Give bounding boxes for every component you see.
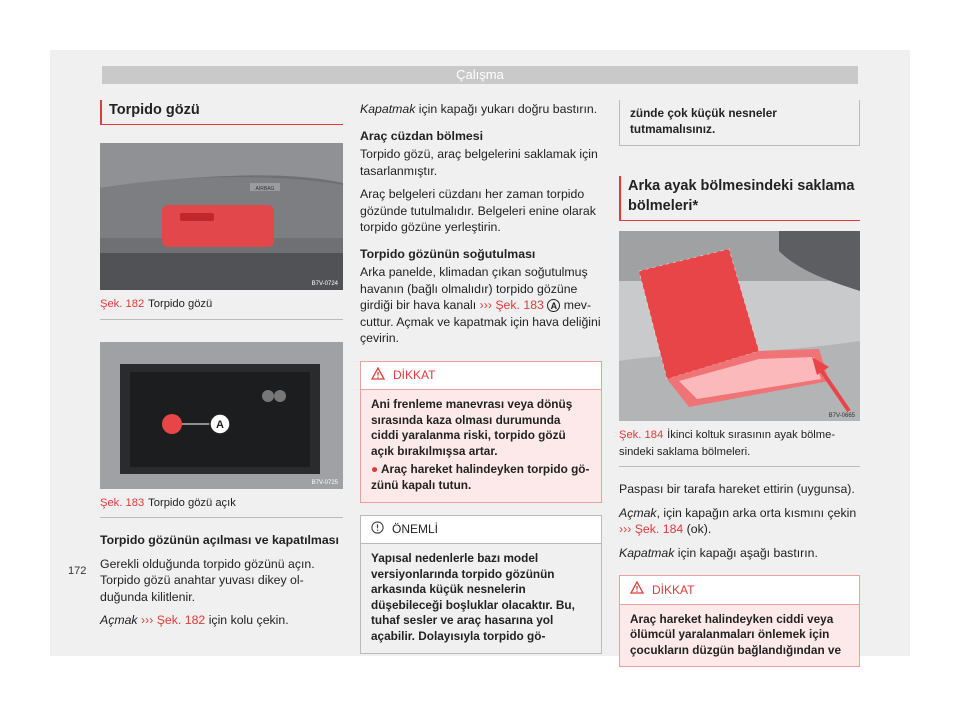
- column-1: [100, 100, 343, 629]
- paragraph-cooling: [360, 264, 602, 347]
- paragraph-open: [619, 505, 860, 538]
- warning-text: Ani frenleme manevrası veya dönüş sırasında kaza olması durumunda ciddi yaralanma riski, torpido gözü açık bırakılmışsa artar.: [371, 397, 573, 458]
- figure-ref-link[interactable]: Şek. 182: [156, 613, 206, 627]
- note-title: ÖNEMLİ: [392, 522, 439, 537]
- column-2: [360, 101, 602, 654]
- figure-ref-link[interactable]: Şek. 183: [495, 298, 544, 312]
- warning-header: [620, 576, 859, 605]
- open-label: Açmak: [100, 613, 138, 627]
- figure-number: Şek. 184: [619, 429, 664, 442]
- section-header-title: Çalışma: [456, 67, 504, 82]
- glovebox-open-image: [100, 342, 343, 489]
- section-title-foot-well: Arka ayak bölmesindeki saklama bölmeleri*: [619, 176, 860, 221]
- paragraph-open: [100, 612, 343, 629]
- warning-triangle-icon: [630, 581, 644, 599]
- figure-caption-text: İkinci koltuk sırasının ayak bölmesindeki saklama bölmeleri.: [619, 429, 836, 458]
- note-box-continued: [619, 100, 860, 146]
- warning-bullet-text: Araç hareket halindeyken torpido gözünü kapalı tutun.: [371, 462, 590, 492]
- figure-184: [619, 231, 860, 467]
- figure-number: Şek. 182: [100, 298, 145, 310]
- note-text-continued: zünde çok küçük nesneler tutmamalısınız.: [630, 106, 777, 136]
- page-number: 172: [68, 565, 87, 577]
- paragraph-close: [360, 101, 602, 118]
- figure-182: [100, 143, 343, 320]
- figure-caption: [100, 290, 343, 319]
- warning-box: [360, 361, 602, 503]
- ref-arrows: ›››: [619, 522, 632, 537]
- callout-a-inline: A: [547, 299, 560, 312]
- warning-text: Araç hareket halindeyken ciddi veya ölümcül yaralanmaları önlemek için çocukların düzgün bağlandığından ve: [630, 611, 842, 657]
- warning-title: DİKKAT: [393, 368, 436, 382]
- figure-caption-text: Torpido gözü açık: [148, 496, 236, 509]
- figure-ref-link[interactable]: Şek. 184: [634, 522, 684, 537]
- figure-183: [100, 342, 343, 519]
- figure-code: B7V-0665: [828, 413, 855, 420]
- paragraph: Araç belgeleri cüzdanı her zaman torpido gözünde tutulmalıdır. Belgeleri enine olarak torpido gözüne yerleştirin.: [360, 187, 596, 234]
- glovebox-highlight: [162, 205, 274, 247]
- paragraph: Torpido gözü, araç belgelerini saklamak için tasarlanmıştır.: [360, 147, 598, 178]
- paragraph: Gerekli olduğunda torpido gözünü açın. Torpido gözü anahtar yuvası dikey olduğunda kilitlenir.: [100, 556, 315, 604]
- figure-caption: [619, 421, 860, 466]
- column-3: [619, 101, 860, 667]
- callout-a-label: A: [216, 418, 224, 431]
- warning-body: [361, 390, 601, 502]
- foot-well-storage-image: [619, 231, 860, 421]
- open-label: Açmak: [619, 505, 657, 520]
- ref-arrows: ›››: [141, 613, 154, 627]
- air-vent-highlight: [162, 414, 182, 434]
- paragraph-text: mevcuttur. Açmak ve kapatmak için hava deliğini çevirin.: [360, 298, 601, 345]
- note-box: [360, 515, 602, 654]
- paragraph-close: [619, 545, 860, 562]
- figure-number: Şek. 183: [100, 496, 145, 509]
- ref-arrows: ›››: [479, 298, 492, 312]
- warning-bullet: [371, 462, 591, 493]
- paragraph-text: (ok).: [683, 522, 712, 537]
- glovebox-closed-image: [100, 143, 343, 290]
- paragraph: Paspası bir tarafa hareket ettirin (uygunsa).: [619, 482, 855, 497]
- warning-title: DİKKAT: [652, 582, 695, 597]
- close-label: Kapatmak: [619, 545, 675, 560]
- warning-header: [361, 362, 601, 391]
- note-header: [361, 516, 601, 545]
- warning-box: [619, 575, 860, 667]
- section-header: [102, 66, 858, 84]
- info-circle-icon: [371, 521, 384, 539]
- note-text: Yapısal nedenlerle bazı model versiyonlarında torpido gözünün arkasında küçük nesnelerin düşebileceği boşluklar olacaktır. Bu, tuhaf sesler ve araç hasarına yol açabilir. Dolayısıyla torpido gö-: [371, 551, 575, 644]
- warning-triangle-icon: [371, 367, 385, 385]
- paragraph-text: , için kapağın arka orta kısmını çekin: [656, 505, 857, 520]
- subheading-wallet: Araç cüzdan bölmesi: [360, 128, 484, 143]
- section-title-glovebox: Torpido gözü: [100, 100, 343, 125]
- figure-code: B7V-0725: [311, 479, 338, 486]
- paragraph-text: için kapağı yukarı doğru bastırın.: [415, 102, 598, 116]
- bullet-icon: ●: [371, 462, 379, 477]
- subheading-opening: Torpido gözünün açılması ve kapatılması: [100, 533, 339, 547]
- paragraph-text: için kapağı aşağı bastırın.: [674, 545, 818, 560]
- paragraph-text: için kolu çekin.: [205, 613, 289, 627]
- glovebox-handle: [180, 213, 214, 221]
- paragraph-text: Arka panelde, klimadan çıkan soğutulmuş havanın (bağlı olmalıdır) torpido gözüne girdiği bir hava kanalı: [360, 265, 588, 312]
- figure-code: B7V-0724: [311, 281, 338, 287]
- subheading-cooling: Torpido gözünün soğutulması: [360, 246, 536, 261]
- figure-caption-text: Torpido gözü: [148, 298, 213, 310]
- close-label: Kapatmak: [360, 102, 416, 116]
- airbag-label: AIRBAG: [255, 186, 275, 192]
- figure-caption: [100, 489, 343, 518]
